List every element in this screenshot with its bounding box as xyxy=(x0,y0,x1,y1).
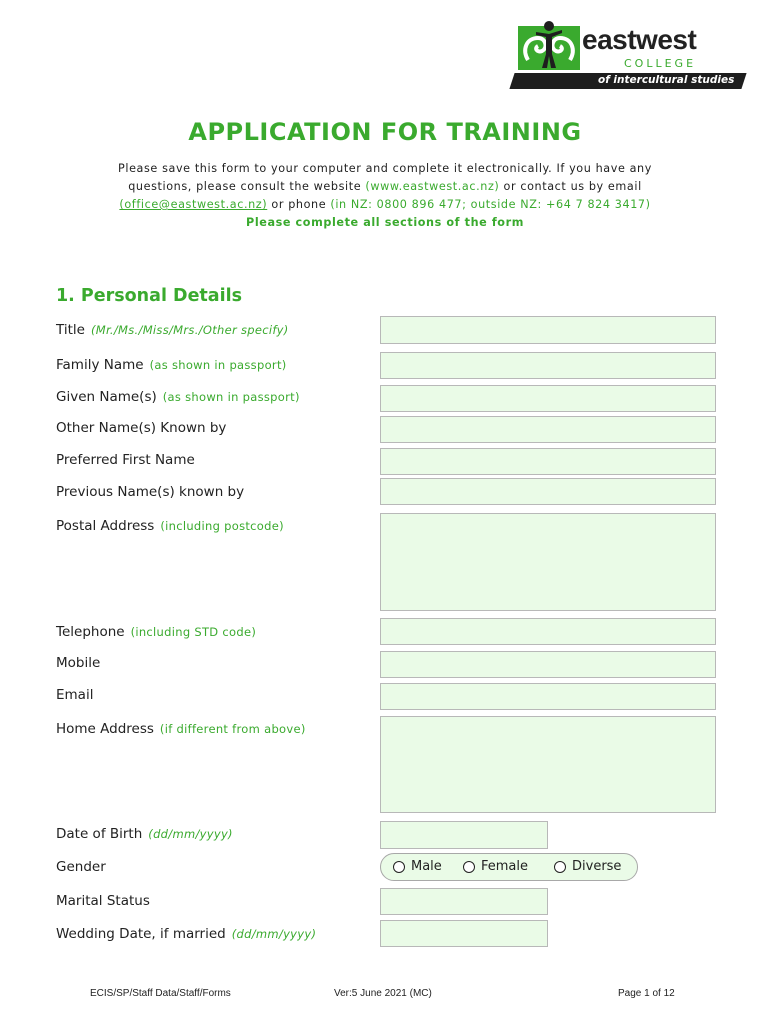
preferred-first-name-label: Preferred First Name xyxy=(56,452,195,468)
previous-names-label: Previous Name(s) known by xyxy=(56,484,245,500)
given-names-hint: (as shown in passport) xyxy=(162,390,300,404)
radio-icon[interactable] xyxy=(463,861,475,873)
label-text: Given Name(s) xyxy=(56,389,157,405)
given-names-label xyxy=(56,389,300,405)
home-address-hint: (if different from above) xyxy=(159,722,306,736)
intro-line-3 xyxy=(60,196,710,214)
mobile-label: Mobile xyxy=(56,655,101,671)
preferred-first-name-input[interactable] xyxy=(380,448,716,475)
label-text: Postal Address xyxy=(56,518,155,534)
footer-doc-path: ECIS/SP/Staff Data/Staff/Forms xyxy=(90,988,231,999)
other-names-label: Other Name(s) Known by xyxy=(56,420,227,436)
title-label xyxy=(56,322,289,338)
marital-status-label: Marital Status xyxy=(56,893,150,909)
title-hint: (Mr./Ms./Miss/Mrs./Other specify) xyxy=(90,323,289,337)
dob-hint: (dd/mm/yyyy) xyxy=(148,827,233,841)
footer-version: Ver:5 June 2021 (MC) xyxy=(334,988,432,999)
home-address-label xyxy=(56,721,306,737)
home-address-textarea[interactable] xyxy=(380,716,716,813)
option-label: Diverse xyxy=(572,859,622,874)
label-text: Wedding Date, if married xyxy=(56,926,226,942)
family-name-hint: (as shown in passport) xyxy=(149,358,287,372)
page-title: APPLICATION FOR TRAINING xyxy=(188,118,582,146)
website-link[interactable]: (www.eastwest.ac.nz) xyxy=(365,180,500,193)
telephone-hint: (including STD code) xyxy=(130,625,257,639)
option-label: Male xyxy=(411,859,442,874)
other-names-input[interactable] xyxy=(380,416,716,443)
intro-text-segment: questions, please consult the website xyxy=(128,180,366,193)
dob-input[interactable] xyxy=(380,821,548,849)
wedding-date-hint: (dd/mm/yyyy) xyxy=(231,927,317,941)
radio-icon[interactable] xyxy=(393,861,405,873)
gender-radio-group xyxy=(380,853,638,881)
gender-option-female[interactable] xyxy=(463,859,528,874)
email-link[interactable]: (office@eastwest.ac.nz) xyxy=(119,198,268,211)
option-label: Female xyxy=(481,859,529,874)
postal-address-hint: (including postcode) xyxy=(160,519,284,533)
intro-text-segment: or phone xyxy=(267,198,331,211)
postal-address-textarea[interactable] xyxy=(380,513,716,611)
family-name-input[interactable] xyxy=(380,352,716,379)
family-name-label xyxy=(56,357,287,373)
email-label: Email xyxy=(56,687,94,703)
label-text: Date of Birth xyxy=(56,826,143,842)
section-heading: 1. Personal Details xyxy=(56,286,243,306)
label-text: Home Address xyxy=(56,721,154,737)
email-input[interactable] xyxy=(380,683,716,710)
gender-option-diverse[interactable] xyxy=(554,859,621,874)
intro-text-segment: or contact us by email xyxy=(499,180,642,193)
gender-option-male[interactable] xyxy=(393,859,442,874)
dob-label xyxy=(56,826,233,842)
footer-page-number: Page 1 of 12 xyxy=(618,988,675,999)
intro-line-2 xyxy=(60,178,710,196)
given-names-input[interactable] xyxy=(380,385,716,412)
label-text: Telephone xyxy=(56,624,125,640)
telephone-label xyxy=(56,624,256,640)
telephone-input[interactable] xyxy=(380,618,716,645)
wedding-date-input[interactable] xyxy=(380,920,548,947)
postal-address-label xyxy=(56,518,284,534)
radio-icon[interactable] xyxy=(554,861,566,873)
gender-label: Gender xyxy=(56,859,106,875)
label-text: Title xyxy=(56,322,85,338)
instruction-text: Please complete all sections of the form xyxy=(246,216,524,229)
label-text: Family Name xyxy=(56,357,144,373)
previous-names-input[interactable] xyxy=(380,478,716,505)
phone-text: (in NZ: 0800 896 477; outside NZ: +64 7 824 3417) xyxy=(330,198,651,211)
intro-line-1: Please save this form to your computer and complete it electronically. If you have any xyxy=(118,162,652,175)
logo-subtitle: COLLEGE xyxy=(624,57,697,70)
logo-emblem-icon xyxy=(518,20,580,70)
mobile-input[interactable] xyxy=(380,651,716,678)
marital-status-input[interactable] xyxy=(380,888,548,915)
logo-brand-text: eastwest xyxy=(582,24,697,55)
wedding-date-label xyxy=(56,926,316,942)
college-logo xyxy=(510,20,746,92)
logo-tagline: of intercultural studies xyxy=(598,74,735,86)
title-input[interactable] xyxy=(380,316,716,344)
intro-text xyxy=(60,160,710,232)
